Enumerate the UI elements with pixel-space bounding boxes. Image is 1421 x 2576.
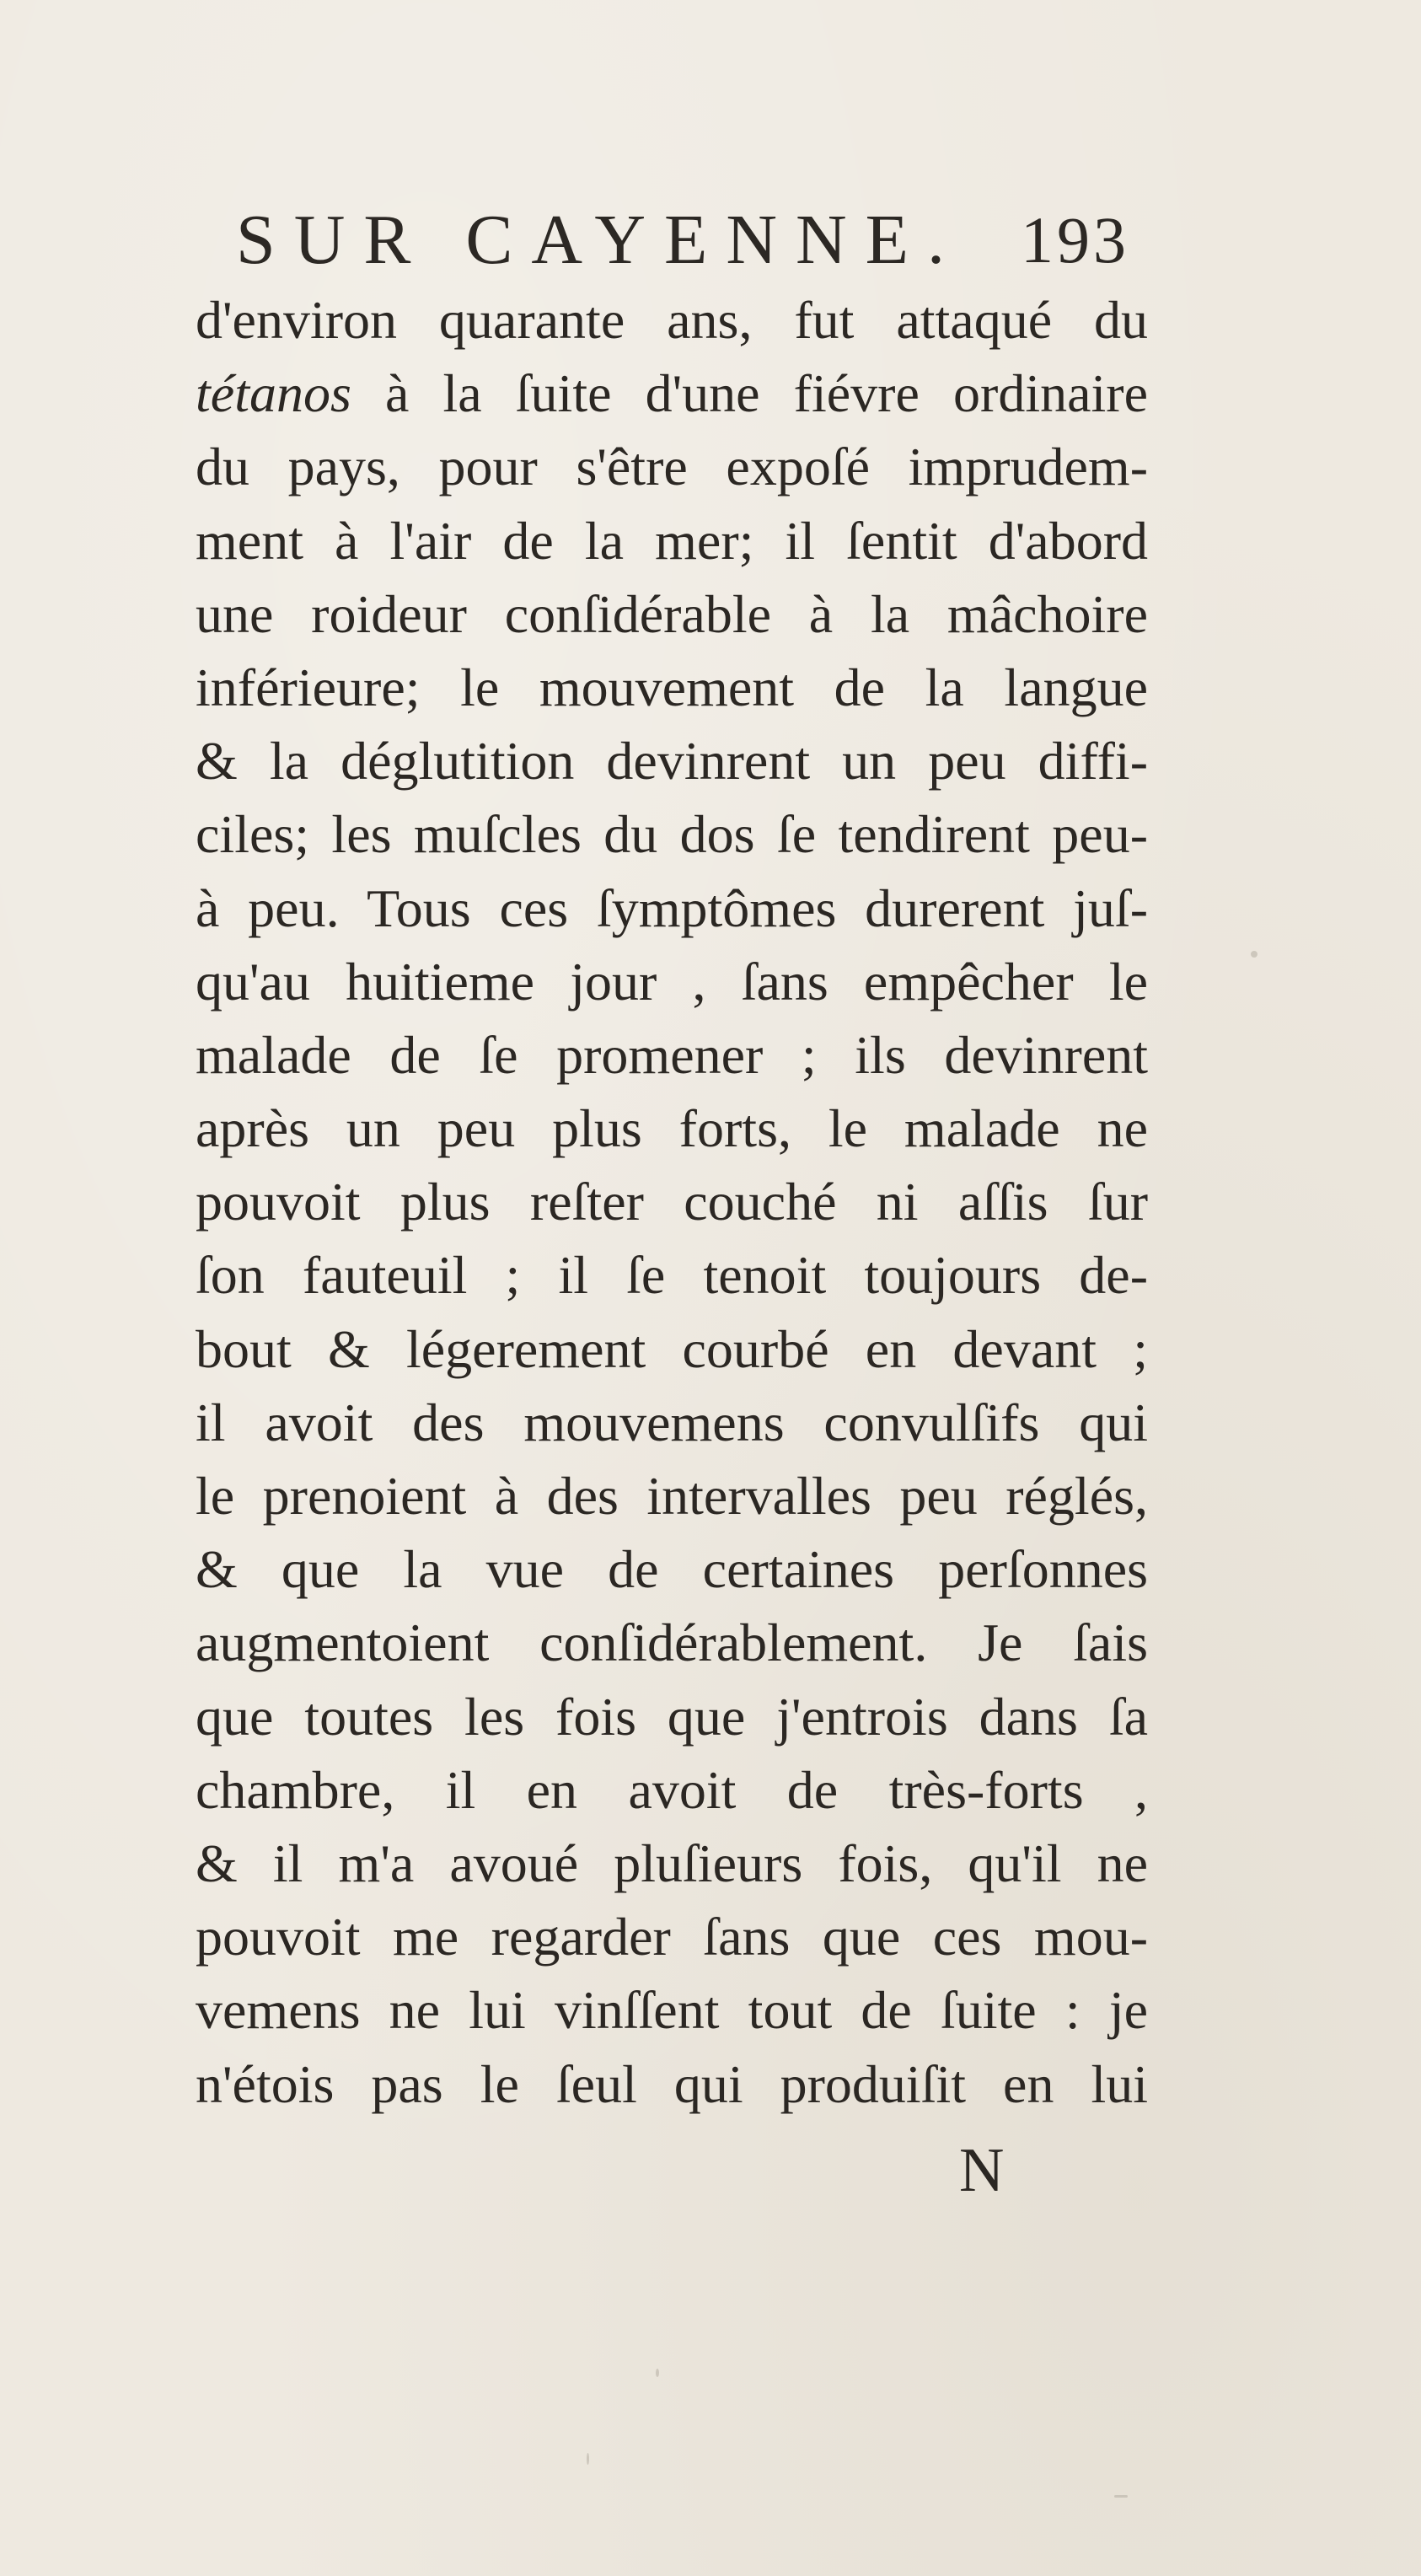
paper-speck [587, 2453, 589, 2465]
text-line: malade de ſe promener ; ils devinrent [196, 1024, 1148, 1085]
italic-term: tétanos [196, 363, 351, 424]
text-line [196, 357, 1148, 430]
text-line: pouvoit me regarder ſans que ces mou- [196, 1907, 1148, 1967]
running-head [236, 198, 1129, 282]
text-line: ſon fauteuil ; il ſe tenoit toujours de- [196, 1245, 1148, 1306]
text-line: vemens ne lui vinſſent tout de ſuite : je [196, 1980, 1148, 2041]
text-line: augmentoient conſidérablement. Je ſais [196, 1613, 1148, 1673]
text-line: une roideur conſidérable à la mâchoire [196, 583, 1148, 644]
signature-mark: N [959, 2136, 1005, 2205]
paper-speck [1251, 951, 1257, 958]
text-line: pouvoit plus reſter couché ni aſſis ſur [196, 1172, 1148, 1232]
text-line: & la déglutition devinrent un peu diffi- [196, 731, 1148, 792]
text-line: chambre, il en avoit de très-forts , [196, 1759, 1148, 1820]
text-line: bout & légerement courbé en devant ; [196, 1318, 1148, 1379]
text-line: & il m'a avoué pluſieurs fois, qu'il ne [196, 1833, 1148, 1893]
text-line: n'étois pas le ſeul qui produiſit en lui [196, 2053, 1148, 2114]
text-line: après un peu plus forts, le malade ne [196, 1098, 1148, 1159]
text-line: il avoit des mouvemens convulſifs qui [196, 1392, 1148, 1452]
page-number: 193 [1021, 203, 1129, 276]
running-head-title: SUR CAYENNE. [236, 201, 963, 279]
text-line-rest: à la ſuite d'une fiévre ordinaire [351, 363, 1148, 424]
text-line: qu'au huitieme jour , ſans empêcher le [196, 951, 1148, 1012]
text-line: le prenoient à des intervalles peu réglés, [196, 1466, 1148, 1526]
paper-speck [1114, 2495, 1128, 2498]
body-text [196, 283, 1148, 2121]
text-line: à peu. Tous ces ſymptômes durerent juſ- [196, 877, 1148, 938]
text-line: ment à l'air de la mer; il ſentit d'abord [196, 510, 1148, 571]
text-line: ciles; les muſcles du dos ſe tendirent peu- [196, 804, 1148, 865]
text-line: & que la vue de certaines perſonnes [196, 1539, 1148, 1600]
text-line: d'environ quarante ans, fut attaqué du [196, 290, 1148, 350]
text-line: du pays, pour s'être expoſé imprudem- [196, 437, 1148, 497]
text-line: que toutes les fois que j'entrois dans ſa [196, 1686, 1148, 1747]
paper-speck [656, 2369, 659, 2377]
text-line: inférieure; le mouvement de la langue [196, 657, 1148, 717]
